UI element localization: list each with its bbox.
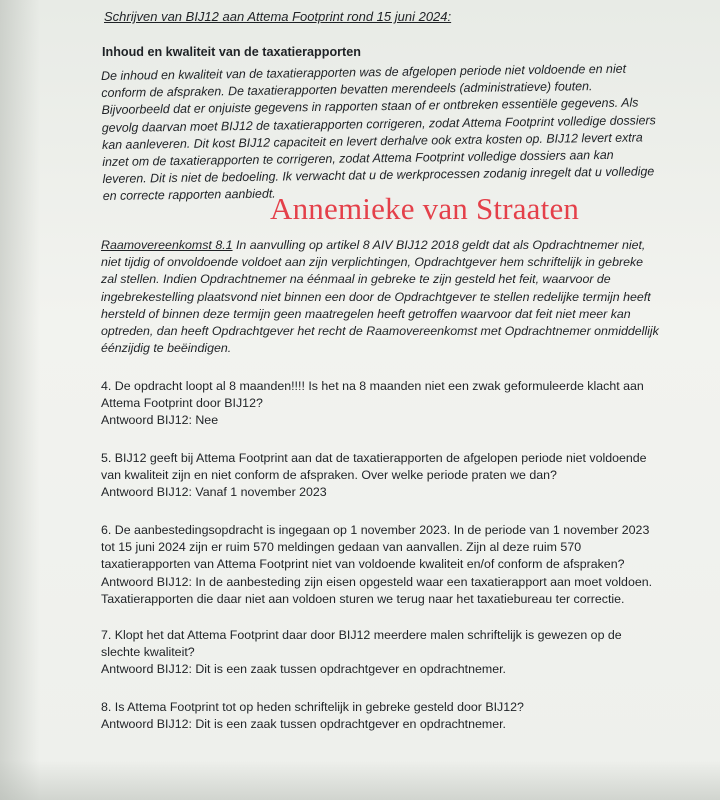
clause-text: In aanvulling op artikel 8 AIV BIJ12 2018 geldt dat als Opdrachtnemer niet, (232, 238, 646, 252)
paragraph-line (101, 237, 659, 254)
paragraph-line: éénzijdig te beëindigen. (101, 341, 232, 356)
question-line: 6. De aanbestedingsopdracht is ingegaan op 1 november 2023. In de periode van 1 november 2023 (101, 523, 650, 537)
answer-line: Antwoord BIJ12: Dit is een zaak tussen opdrachtgever en opdrachtnemer. (101, 717, 506, 732)
paragraph-line: kan aanleveren. Dit kost BIJ12 capaciteit en levert derhalve ook extra kosten op. BIJ12 levert extra (101, 130, 643, 152)
question-line: Attema Footprint door BIJ12? (101, 396, 263, 411)
question-line: van kwaliteit zijn en niet conform de afspraken. Over welke periode praten we dan? (101, 468, 557, 483)
question-line: slechte kwaliteit? (101, 645, 195, 660)
paragraph-line: niet tijdig of onvoldoende voldoet aan zijn verplichtingen, Opdrachtgever hem schriftelijk in gebreke (101, 255, 644, 270)
section-subheading: Inhoud en kwaliteit van de taxatierapporten (102, 45, 361, 59)
paragraph-line: Bijvoorbeeld dat er onjuiste gegevens in rapporten staan of er ontbreken essentiële gegevens. Als (101, 95, 639, 118)
answer-line: Taxatierapporten die daar niet aan voldoen sturen we terug naar het taxatiebureau ter correctie. (101, 591, 625, 606)
paragraph-line: De inhoud en kwaliteit van de taxatierapporten was de afgelopen periode niet voldoende en niet (101, 61, 627, 83)
question-line: 7. Klopt het dat Attema Footprint daar door BIJ12 meerdere malen schriftelijk is gewezen op de (101, 628, 622, 642)
question-5 (101, 450, 647, 502)
question-6 (101, 522, 652, 608)
signature-overlay: Annemieke van Straaten (270, 191, 580, 226)
answer-line: Antwoord BIJ12: In de aanbesteding zijn eisen opgesteld waar een taxatierapport aan moet voldoen. (101, 574, 653, 589)
answer-line: Antwoord BIJ12: Vanaf 1 november 2023 (101, 485, 327, 500)
answer-line: Antwoord BIJ12: Dit is een zaak tussen opdrachtgever en opdrachtnemer. (101, 662, 506, 677)
paragraph-line: en correcte rapporten aanbiedt. (102, 186, 276, 204)
clause-title: Raamovereenkomst 8.1 (101, 238, 233, 252)
question-4 (101, 378, 644, 430)
paragraph-line: ingebrekestelling plaatsvond niet binnen een door de Opdrachtgever te stellen redelijke termijn heeft (101, 289, 651, 304)
paragraph-line: gevolg daarvan moet BIJ12 de taxatierapporten corrigeren, zodat Attema Footprint volledige dossiers (101, 112, 656, 135)
quoted-letter-paragraph (101, 60, 657, 205)
paragraph-line: hersteld of binnen deze termijn geen maatregelen heeft getroffen waarvoor dat feit niet meer kan (101, 306, 631, 321)
question-line: 8. Is Attema Footprint tot op heden schriftelijk in gebreke gesteld door BIJ12? (101, 700, 524, 714)
paragraph-line: zal stellen. Indien Opdrachtnemer na éénmaal in gebreke te zijn gesteld het feit, waarvoor de (101, 272, 611, 287)
page-shadow-left (0, 0, 40, 800)
paragraph-line: conform de afspraken. De taxatierapporten bevatten merendeels (administratieve) fouten. (101, 79, 593, 101)
answer-line: Antwoord BIJ12: Nee (101, 413, 219, 428)
question-8 (101, 699, 524, 733)
raamovereenkomst-paragraph (101, 237, 659, 357)
document-heading: Schrijven van BIJ12 aan Attema Footprint rond 15 juni 2024: (104, 9, 452, 24)
paragraph-line: leveren. Dit is niet de bedoeling. Ik verwacht dat u de werkprocessen zodanig inregelt dat u volledige (102, 164, 655, 187)
paragraph-line: optreden, dan heeft Opdrachtgever het recht de Raamovereenkomst met Opdrachtnemer onmiddellijk (101, 324, 659, 339)
question-7 (101, 627, 622, 679)
question-line: 5. BIJ12 geeft bij Attema Footprint aan dat de taxatierapporten de afgelopen periode niet voldoende (101, 451, 647, 465)
question-line: 4. De opdracht loopt al 8 maanden!!!! Is het na 8 maanden niet een zwak geformuleerde klacht aan (101, 379, 644, 393)
question-line: taxatierapporten van Attema Footprint niet van voldoende kwaliteit en/of conform de afspraken? (101, 557, 625, 572)
page-shadow-bottom (0, 760, 720, 800)
paragraph-line: inzet om de taxatierapporten te corrigeren, zodat Attema Footprint volledige dossiers aan kan (102, 147, 614, 170)
question-line: tot 15 juni 2024 zijn er ruim 570 meldingen gedaan van aanvallen. Zijn al deze ruim 570 (101, 540, 582, 555)
